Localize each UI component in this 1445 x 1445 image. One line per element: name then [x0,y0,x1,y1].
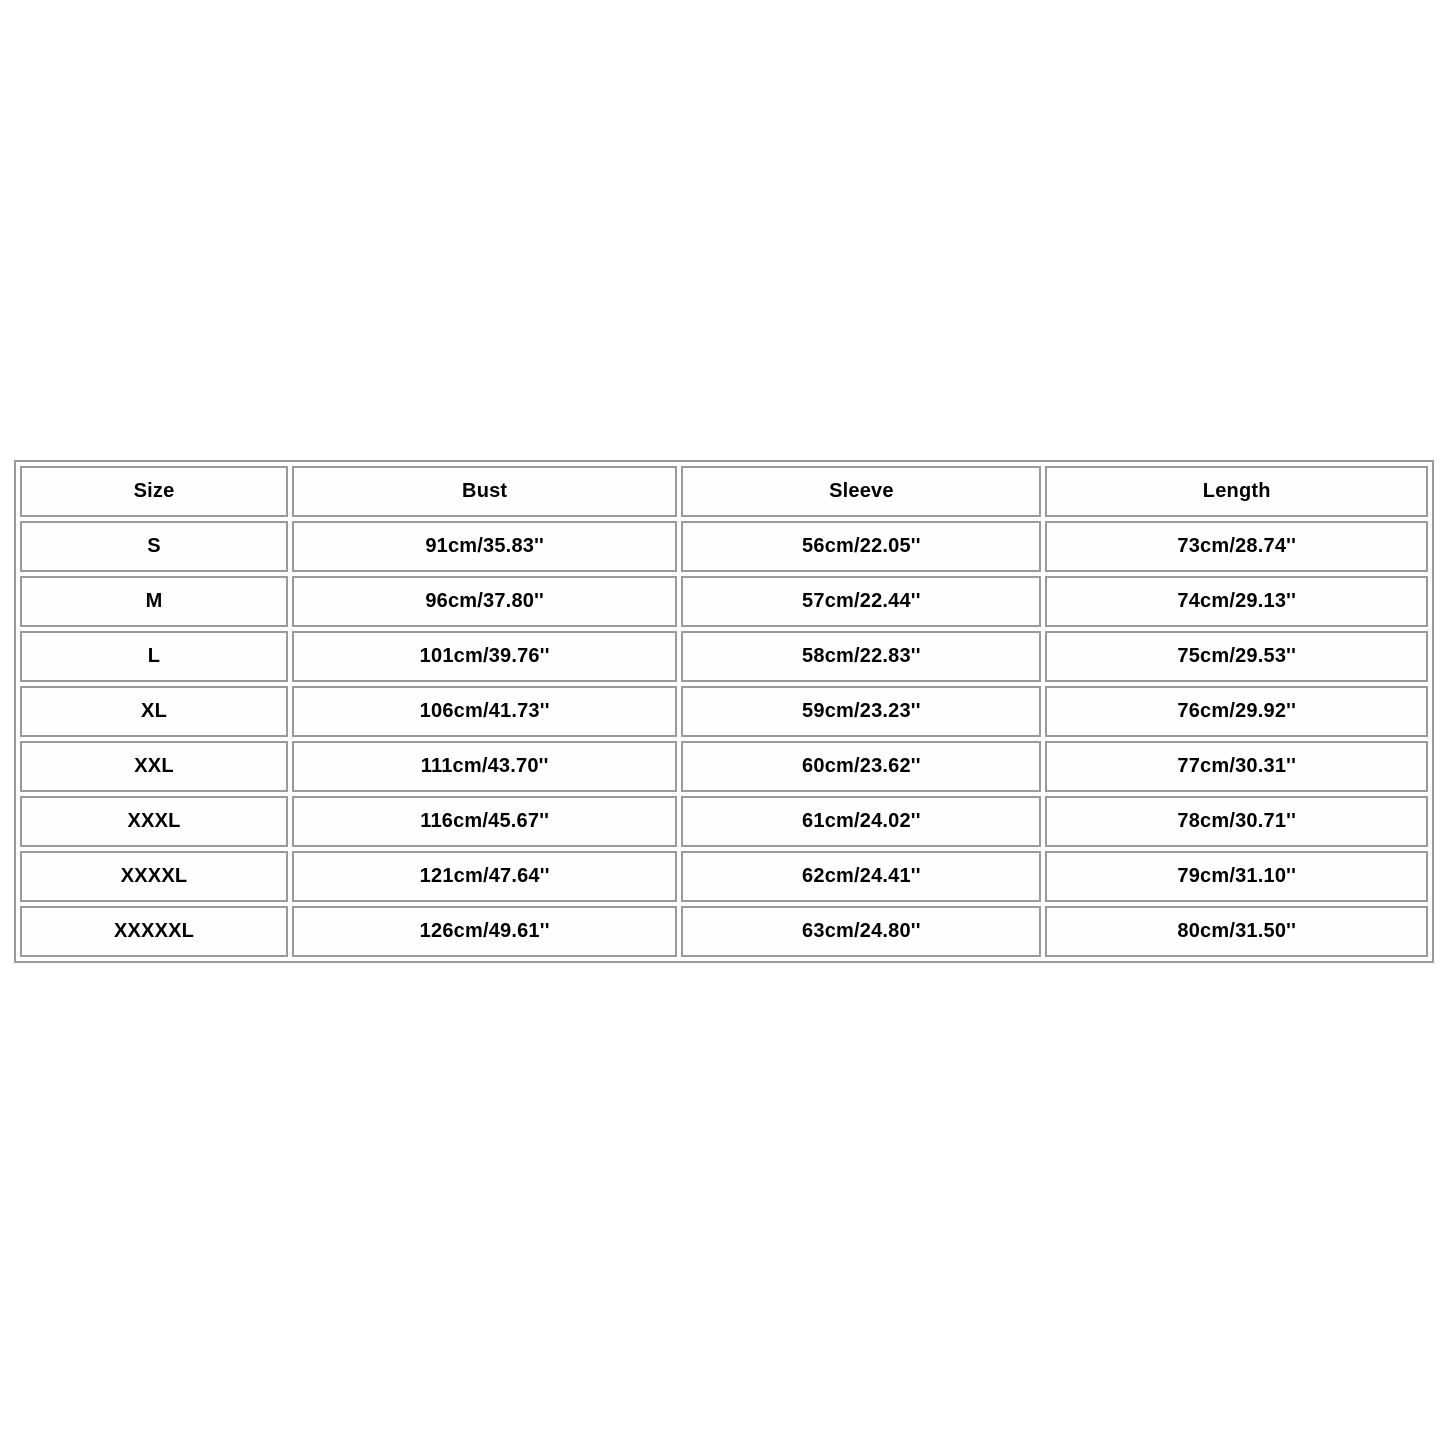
bust-cell: 121cm/47.64'' [292,851,677,902]
size-cell: XXXL [20,796,288,847]
header-cell-bust: Bust [292,466,677,517]
length-cell: 73cm/28.74'' [1045,521,1428,572]
table-row [20,741,1428,792]
size-cell: XL [20,686,288,737]
length-cell: 77cm/30.31'' [1045,741,1428,792]
bust-cell: 96cm/37.80'' [292,576,677,627]
bust-cell: 106cm/41.73'' [292,686,677,737]
header-cell-sleeve: Sleeve [681,466,1041,517]
size-cell: M [20,576,288,627]
table-row [20,631,1428,682]
size-chart-table [14,460,1434,963]
sleeve-cell: 58cm/22.83'' [681,631,1041,682]
table-row [20,521,1428,572]
size-cell: XXL [20,741,288,792]
table-row [20,686,1428,737]
size-cell: L [20,631,288,682]
table-row [20,796,1428,847]
bust-cell: 111cm/43.70'' [292,741,677,792]
length-cell: 76cm/29.92'' [1045,686,1428,737]
bust-cell: 126cm/49.61'' [292,906,677,957]
size-chart-header [20,466,1428,517]
sleeve-cell: 57cm/22.44'' [681,576,1041,627]
length-cell: 78cm/30.71'' [1045,796,1428,847]
length-cell: 75cm/29.53'' [1045,631,1428,682]
bust-cell: 101cm/39.76'' [292,631,677,682]
size-cell: S [20,521,288,572]
length-cell: 80cm/31.50'' [1045,906,1428,957]
table-row [20,906,1428,957]
size-chart-container [14,460,1434,963]
bust-cell: 116cm/45.67'' [292,796,677,847]
header-row [20,466,1428,517]
table-row [20,851,1428,902]
length-cell: 79cm/31.10'' [1045,851,1428,902]
header-cell-length: Length [1045,466,1428,517]
sleeve-cell: 60cm/23.62'' [681,741,1041,792]
sleeve-cell: 63cm/24.80'' [681,906,1041,957]
size-chart-body [20,521,1428,957]
length-cell: 74cm/29.13'' [1045,576,1428,627]
sleeve-cell: 61cm/24.02'' [681,796,1041,847]
sleeve-cell: 56cm/22.05'' [681,521,1041,572]
table-row [20,576,1428,627]
sleeve-cell: 59cm/23.23'' [681,686,1041,737]
sleeve-cell: 62cm/24.41'' [681,851,1041,902]
size-cell: XXXXL [20,851,288,902]
size-cell: XXXXXL [20,906,288,957]
bust-cell: 91cm/35.83'' [292,521,677,572]
header-cell-size: Size [20,466,288,517]
